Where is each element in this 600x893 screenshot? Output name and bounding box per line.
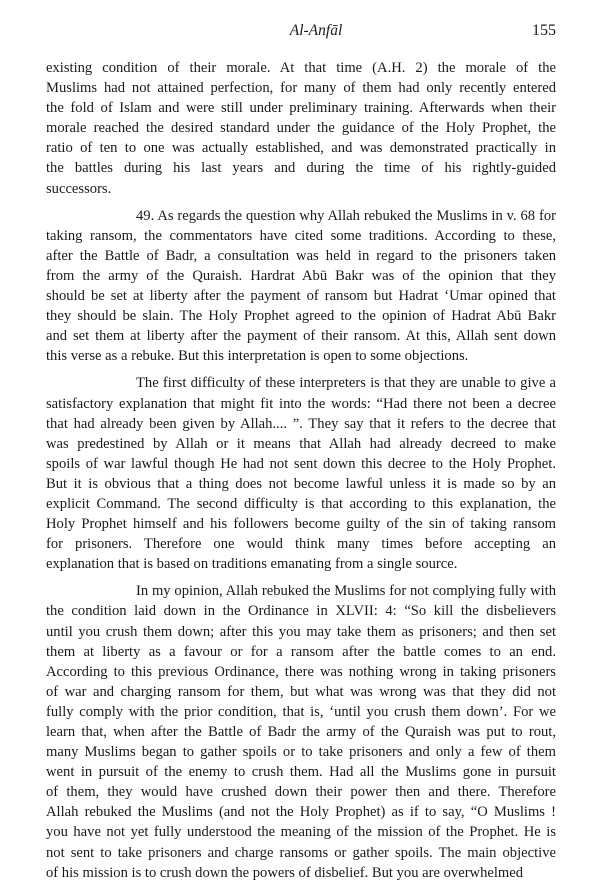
text-line: should be set at liberty after the payment of ransom but Hadrat ‘Umar opined that	[46, 288, 556, 305]
text-line: not sent to take prisoners and charge ransoms or gather spoils. The main objective	[46, 844, 556, 861]
text-line: went in pursuit of the enemy to crush them. Had all the Muslims gone in pursuit	[46, 764, 556, 781]
text-line: Allah rebuked the Muslims (and not the Holy Prophet) as if to say, “O Muslims !	[46, 804, 556, 821]
paragraph	[46, 206, 556, 367]
text-line: Holy Prophet himself and his followers become guilty of the sin of taking ransom	[46, 516, 556, 533]
paragraph	[46, 58, 556, 199]
text-line: Muslims had not attained perfection, for many of them had only recently entered	[46, 80, 556, 97]
text-line: the battles during his last years and during the time of his rightly-guided	[46, 160, 556, 177]
text-line: According to this previous Ordinance, there was nothing wrong in taking prisoners	[46, 663, 556, 680]
page-number: 155	[532, 22, 556, 39]
text-line: 49. As regards the question why Allah rebuked the Muslims in v. 68 for	[136, 207, 556, 224]
text-line: them at liberty as a favour or for a ransom after the battle comes to an end.	[46, 643, 556, 660]
text-line: learn that, when after the Battle of Badr the army of the Quraish was put to rout,	[46, 724, 556, 740]
text-line: spoils of war lawful though He had not sent down this decree to the Holy Prophet.	[46, 455, 556, 472]
text-line: of war and charging ransom for them, but what was wrong was that they did not	[46, 683, 556, 700]
text-line: that had already been given by Allah.... ”. They say that it refers to the decree that	[46, 415, 556, 432]
text-line: The first difficulty of these interpreters is that they are unable to give a	[136, 375, 556, 392]
body-text	[46, 58, 556, 883]
text-line: many Muslims began to gather spoils or to take prisoners and only a few of them	[46, 744, 556, 761]
text-line: morale reached the desired standard under the guidance of the Holy Prophet, the	[46, 120, 556, 137]
text-line: In my opinion, Allah rebuked the Muslims for not complying fully with	[136, 583, 556, 600]
text-line: for prisoners. Therefore one would think many times before accepting an	[46, 536, 556, 553]
text-line: But it is obvious that a thing does not become lawful unless it is made so by an	[46, 475, 556, 492]
book-page	[46, 22, 556, 890]
text-line: was predestined by Allah or it means that Allah had already decreed to make	[46, 435, 556, 452]
paragraph	[46, 373, 556, 574]
text-line: explicit Command. The second difficulty is that according to this explanation, the	[46, 495, 556, 512]
text-line: existing condition of their morale. At that time (A.H. 2) the morale of the	[46, 60, 556, 76]
text-line: after the Battle of Badr, a consultation was held in regard to the prisoners taken	[46, 247, 556, 264]
page-header	[46, 22, 556, 48]
text-line: explanation that is based on traditions emanating from a single source.	[46, 556, 458, 573]
text-line: from the army of the Quraish. Hardrat Abū Bakr was of the opinion that they	[46, 267, 556, 284]
text-line: ratio of ten to one was actually established, and was demonstrated practically in	[46, 140, 556, 157]
text-line: successors.	[46, 180, 112, 197]
text-line: of them, they would have crushed down their power then and there. Therefore	[46, 784, 556, 801]
text-line: they should be slain. The Holy Prophet agreed to the opinion of Hadrat Abū Bakr	[46, 308, 556, 325]
paragraph	[46, 581, 556, 882]
text-line: satisfactory explanation that might fit into the words: “Had there not been a decree	[46, 395, 556, 412]
text-line: of his mission is to crush down the powers of disbelief. But you are overwhelmed	[46, 864, 524, 881]
text-line: this verse as a rebuke. But this interpretation is open to some objections.	[46, 348, 469, 365]
running-title: Al-Anfāl	[289, 22, 343, 39]
text-line: and set them at liberty after the payment of their ransom. At this, Allah sent down	[46, 328, 556, 345]
text-line: you have not yet fully understood the meaning of the mission of the Prophet. He is	[46, 824, 556, 841]
text-line: until you crush them down; after this you may take them as prisoners; and then set	[46, 623, 556, 640]
text-line: taking ransom, the commentators have cited some traditions. According to these,	[46, 227, 556, 244]
text-line: the condition laid down in the Ordinance in XLVII: 4: “So kill the disbelievers	[46, 603, 556, 620]
text-line: fully comply with the prior condition, that is, ‘until you crush them down’. For we	[46, 703, 556, 720]
text-line: the fold of Islam and were still under preliminary training. Afterwards when their	[46, 100, 556, 117]
